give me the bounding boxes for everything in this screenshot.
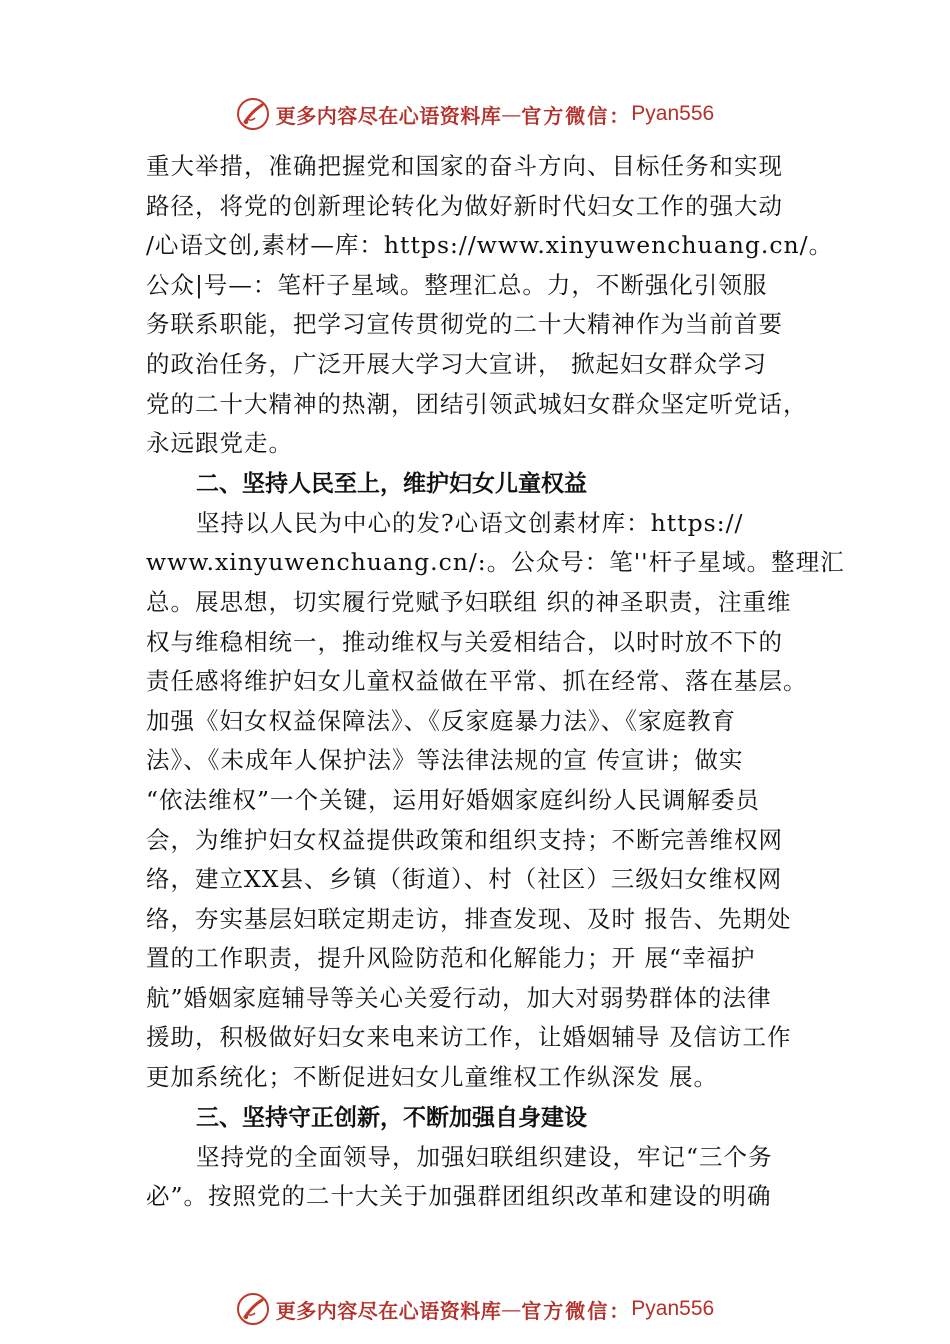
text-line: 加强《妇女权益保障法》、《反家庭暴力法》、《家庭教育 (146, 706, 736, 735)
section-heading-3: 三、坚持守正创新，不断加强自身建设 (196, 1104, 587, 1131)
text-line: 航”婚姻家庭辅导等关心关爱行动，加大对弱势群体的法律 (146, 983, 772, 1012)
text-line: 责任感将维护妇女儿童权益做在平常、抓在经常、落在基层。 (146, 667, 808, 696)
document-body (146, 147, 845, 1217)
banner-wechat-id: Pyan556 (631, 102, 715, 125)
text-line: 的政治任务，广泛开展大学习大宣讲， 掀起妇女群众学习 (146, 349, 767, 378)
paragraph-1 (146, 147, 834, 464)
text-line: 络，建立XX县、乡镇（街道）、村（社区）三级妇女维权网 (146, 865, 783, 894)
brush-logo-icon (236, 1292, 270, 1326)
text-line: 务联系职能，把学习宣传贯彻党的二十大精神作为当前首要 (146, 310, 783, 339)
text-line: 援助，积极做好妇女来电来访工作，让婚姻辅导 及信访工作 (146, 1023, 792, 1052)
banner-wechat-id: Pyan556 (631, 1297, 715, 1320)
text-line: 重大举措，准确把握党和国家的奋斗方向、目标任务和实现 (146, 152, 783, 180)
text-line: “依法维权”一个关键，运用好婚姻家庭纠纷人民调解委员 (146, 785, 761, 814)
text-line: 公众|号—：笔杆子星域。整理汇总。力，不断强化引领服 (146, 270, 768, 299)
text-line: 坚持以人民为中心的发?心语文创素材库：https:// (196, 508, 744, 537)
text-line: 络，夯实基层妇联定期走访，排查发现、及时 报告、先期处 (146, 904, 792, 933)
text-line: www.xinyuwenchuang.cn/:。公众号：笔''杆子星域。整理汇 (146, 548, 845, 577)
text-line: 会，为维护妇女权益提供政策和组织支持；不断完善维权网 (146, 825, 783, 854)
paragraph-3 (146, 1138, 826, 1217)
text-line: 总。展思想，切实履行党赋予妇联组 织的神圣职责，注重维 (146, 587, 792, 616)
header-banner (0, 94, 950, 134)
footer-banner (0, 1289, 950, 1329)
text-line: /心语文创,素材—库：https://www.xinyuwenchuang.cn/。 (146, 231, 834, 260)
banner-wechat-label: 官方微信： (521, 103, 632, 128)
banner-title: 更多内容尽在心语资料库 (275, 1298, 502, 1323)
text-line: 法》、《未成年人保护法》等法律法规的宣 传宣讲；做实 (146, 746, 744, 775)
brush-logo-icon (236, 97, 270, 131)
paragraph-2 (146, 504, 845, 1098)
text-line: 权与维稳相统一，推动维权与关爱相结合，以时时放不下的 (146, 627, 783, 656)
text-line: 必”。按照党的二十大关于加强群团组织改革和建设的明确 (146, 1182, 772, 1211)
text-line: 党的二十大精神的热潮，团结引领武城妇女群众坚定听党话， (146, 389, 808, 418)
text-line: 置的工作职责，提升风险防范和化解能力；开 展“幸福护 (146, 944, 756, 973)
text-line: 坚持党的全面领导，加强妇联组织建设，牢记“三个务 (196, 1142, 773, 1171)
banner-wechat-label: 官方微信： (521, 1298, 632, 1323)
section-heading-2: 二、坚持人民至上，维护妇女儿童权益 (196, 470, 587, 497)
text-line: 更加系统化；不断促进妇女儿童维权工作纵深发 展。 (146, 1063, 718, 1092)
text-line: 路径，将党的创新理论转化为做好新时代妇女工作的强大动 (146, 191, 783, 220)
banner-separator: — (501, 102, 522, 126)
banner-title: 更多内容尽在心语资料库 (275, 103, 502, 128)
text-line: 永远跟党走。 (146, 429, 293, 458)
banner-separator: — (501, 1297, 522, 1321)
